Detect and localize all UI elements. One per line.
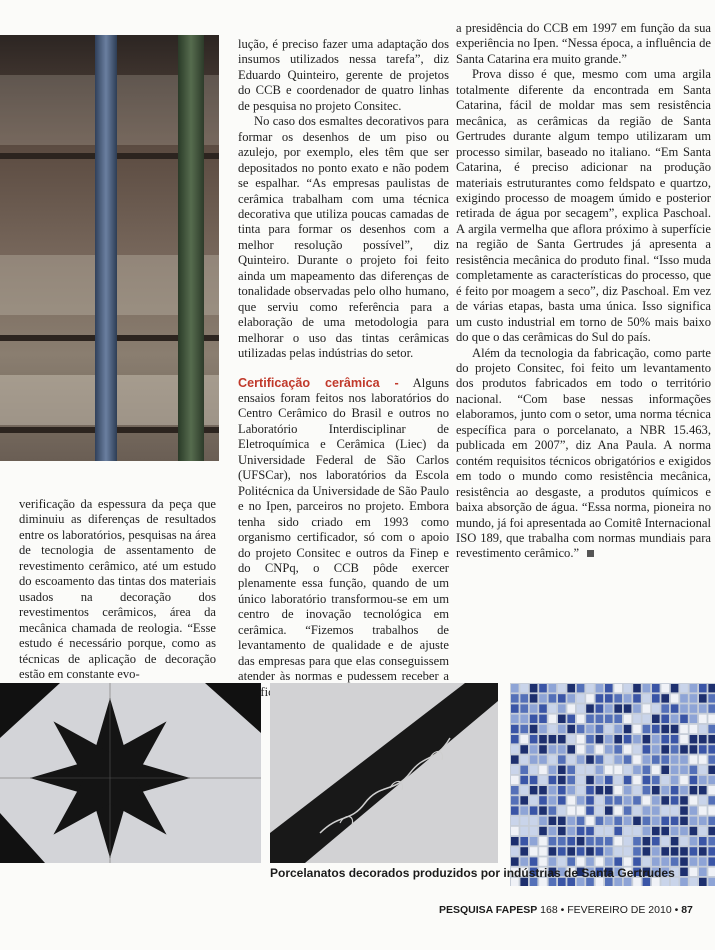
section-subheading: Certificação cerâmica - bbox=[238, 375, 399, 390]
article-column-1 bbox=[19, 497, 216, 682]
paragraph-text: Além da tecnologia da fabricação, como parte do projeto Consitec, foi feito um levantamento dos produtos fabricados em todo o território nacional. “Com base nessas informações elaboramos, junto com o setor, uma norma técnica específica para o porcelanato, a NBR 15.463, publicada em 2007”, diz Ana Paula. A norma contém requisitos técnicos obrigatórios e exigidos em todo o mundo como resistência mecânica, resistência ao desgaste, a produtos químicos e baixa absorção de água. “Essa norma, pioneira no mundo, já foi apresentada ao Comitê Internacional ISO 189, que trabalha com normas mundiais para revestimento cerâmico.” bbox=[456, 345, 711, 561]
factory-photo bbox=[0, 35, 219, 461]
end-of-article-mark bbox=[587, 550, 594, 557]
paragraph: a presidência do CCB em 1997 em função da sua experiência no Ipen. “Nessa época, a influência de Santa Catarina era muito grande.” bbox=[456, 21, 711, 66]
star-tile-photo bbox=[0, 683, 261, 863]
paragraph: Prova disso é que, mesmo com uma argila totalmente diferente da encontrada em Santa Catarina, fácil de moldar mas sem resistência mecânica, as cerâmicas da região de Santa Gertrudes durante algum tempo utilizaram um processo similar, baseado no italiano. “Em Santa Catarina, é preciso adicionar na produção materiais estruturantes como feldspato e quartzo, exigindo processo de moagem úmido e posterior retirada de água por secagem”, explica Paschoal. A argila vermelha que aflora próximo à superfície na região de Santa Gertrudes já apresenta a resistência mecânica do produto final. “Isso muda completamente as características do processo, que é feito por moagem a seco”, diz Paschoal. Em vez de várias etapas, basta uma única. Isso significa um custo industrial em torno de 50% mais baixo do que o das cerâmicas do Sul do país. bbox=[456, 67, 711, 345]
issue-number: 168 bbox=[540, 904, 558, 916]
paragraph: lução, é preciso fazer uma adaptação dos insumos utilizados nessa tarefa”, diz Eduardo Quinteiro, gerente de projetos do CCB e coordenador de quatro linhas de pesquisa no projeto Consitec. bbox=[238, 37, 449, 113]
mosaic-tile-photo bbox=[510, 683, 715, 886]
image-caption: Porcelanatos decorados produzidos por indústrias de Santa Gertrudes bbox=[270, 866, 675, 880]
issue-date: FEVEREIRO DE 2010 bbox=[567, 904, 672, 916]
page-number: 87 bbox=[681, 904, 693, 916]
magazine-name: PESQUISA FAPESP bbox=[439, 904, 538, 916]
paragraph-text: Alguns ensaios foram feitos nos laboratórios do Centro Cerâmico do Brasil e outros no Laboratório Interdisciplinar de Eletroquímica e Cerâmica (Liec) da Universidade Federal de São Carlos (UFSCar), nos laboratórios da Escola Politécnica da Universidade de São Paulo e no Ipen, parceiros no projeto. Embora tenha sido criado em 1993 como organismo certificador, só com o apoio do projeto Consitec e outros da Finep e do CNPq, o CCB pôde exercer plenamente essa função, quando de um único laboratório transformou-se em um centro de inovação tecnológica em cerâmica. “Fizemos trabalhos de levantamento de qualidade e de ajuste das empresas para que elas conseguissem atender às normas e pudessem receber a bbox=[238, 375, 450, 684]
article-column-2 bbox=[238, 37, 449, 700]
paragraph: verificação da espessura da peça que diminuiu as diferenças de resultados entre os laboratórios, pesquisas na área de tecnologia de assentamento de revestimento cerâmico, até um estudo do escoamento das tintas dos materiais usados na decoração dos revestimentos cerâmicos, área da mecânica chamada de reologia. “Esse estudo é necessário porque, como as técnicas de aplicação de decoração estão em constante evo- bbox=[19, 497, 216, 681]
paragraph: No caso dos esmaltes decorativos para formar os desenhos de um piso ou azulejo, por exemplo, eles têm que ser depositados no ponto exato e não podem se espalhar. “As empresas paulistas de cerâmica trabalham com uma técnica decorativa que utiliza poucas camadas de tinta para formar os desenhos com a melhor resolução possível”, diz Quinteiro. Durante o projeto foi feito ainda um mapeamento das diferenças de tonalidade observadas pelo olho humano, que serviu como referência para a elaboração de uma metodologia para melhorar o uso das tintas cerâmicas utilizadas pelas indústrias do setor. bbox=[238, 114, 449, 361]
article-column-3 bbox=[456, 21, 711, 562]
paragraph-with-subheading bbox=[238, 376, 449, 701]
page-footer: PESQUISA FAPESP 168 • FEVEREIRO DE 2010 • 87 bbox=[439, 904, 693, 916]
decorated-band-photo bbox=[270, 683, 498, 863]
paragraph bbox=[456, 346, 711, 562]
